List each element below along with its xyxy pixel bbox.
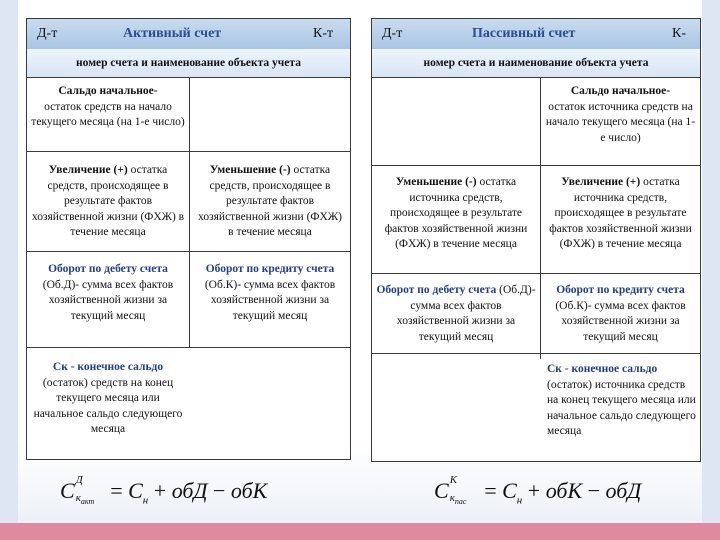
- formula-active-lhs: C: [60, 478, 75, 503]
- formula-active-eq: =: [110, 478, 123, 503]
- active-debit-turnover-cell: [27, 259, 189, 327]
- passive-closing-formula: [434, 474, 642, 507]
- active-closing-text: (остаток) средств на конец текущего месяца или начальное сальдо следующего месяца: [33, 376, 183, 435]
- passive-increase-head: Увеличение (+): [561, 176, 641, 188]
- active-opening-text: остаток средств на начало текущего месяца (на 1-е число): [31, 100, 185, 128]
- left-side-band: [0, 0, 18, 540]
- active-closing-head: Ск - конечное сальдо: [52, 361, 164, 373]
- active-debit-turnover-head: Оборот по дебету счета: [48, 263, 168, 275]
- formula-passive-term1: обК: [545, 478, 583, 503]
- passive-account-subheader: номер счета и наименование объекта учета: [372, 49, 700, 78]
- passive-closing-text: (остаток) источника средств на конец текущего месяца или начальное сальдо следующего месяца: [547, 378, 696, 437]
- passive-row-divider-1: [372, 165, 700, 166]
- passive-debit-label: Д-т: [382, 26, 403, 41]
- passive-decrease-text: остатка источника средств, происходящее в результате фактов хозяйственной жизни (ФХЖ) в течение месяца: [384, 176, 528, 250]
- passive-row-divider-3: [372, 353, 700, 354]
- active-increase-head: Увеличение (+): [48, 164, 128, 176]
- formula-passive-plus: +: [527, 478, 541, 503]
- active-increase-text: остатка средств, происходящее в результате фактов хозяйственной жизни (ФХЖ) в течение месяца: [31, 164, 185, 238]
- active-opening-balance: [27, 81, 189, 134]
- active-decrease-text: остатка средств, происходящее в результате фактов хозяйственной жизни (ФХЖ) в течение месяца: [198, 164, 342, 238]
- active-account-title: Активный счет: [123, 26, 222, 41]
- formula-passive-cn: C: [502, 478, 517, 503]
- passive-decrease-cell: [372, 172, 540, 256]
- active-debit-label: Д-т: [37, 26, 58, 41]
- passive-debit-turnover-head: Оборот по дебету счета: [376, 284, 497, 296]
- formula-active-subsub: акт: [80, 497, 95, 506]
- active-decrease-head: Уменьшение (-): [209, 164, 291, 176]
- passive-closing-head: Ск - конечное сальдо: [547, 363, 658, 375]
- right-side-band: [702, 0, 720, 540]
- passive-opening-head: Сальдо начальное-: [570, 85, 671, 97]
- passive-account-table: [371, 18, 701, 462]
- passive-account-header: [372, 19, 700, 50]
- formula-passive-term2: обД: [605, 478, 642, 503]
- active-credit-turnover-head: Оборот по кредиту счета: [205, 263, 335, 275]
- formula-active-sup: Д: [75, 474, 83, 486]
- active-credit-label: К-т: [313, 26, 334, 41]
- formula-active-cn-sub: н: [142, 494, 149, 507]
- passive-opening-balance: [541, 81, 700, 149]
- passive-credit-label: К-: [672, 26, 686, 41]
- passive-increase-text: остатка источника средств, происходящее в результате фактов хозяйственной жизни (ФХЖ) в течение месяца: [549, 176, 692, 250]
- formula-active-cn: C: [128, 478, 143, 503]
- passive-account-title: Пассивный счет: [472, 26, 576, 41]
- formula-active-term2: обК: [230, 478, 268, 503]
- formula-active-sub: к: [75, 492, 81, 504]
- active-account-subheader: номер счета и наименование объекта учета: [27, 49, 350, 78]
- passive-row-divider-2: [372, 273, 700, 274]
- active-opening-head: Сальдо начальное-: [58, 85, 158, 97]
- active-row-divider-2: [27, 251, 350, 252]
- active-row-divider-3: [27, 347, 350, 348]
- active-row-divider-1: [27, 151, 350, 152]
- passive-credit-turnover-cell: [541, 280, 700, 348]
- active-account-header: [27, 19, 350, 50]
- formula-passive-cn-sub: н: [516, 494, 523, 507]
- active-debit-turnover-text: (Об.Д)- сумма всех фактов хозяйственной жизни за текущий месяц: [42, 278, 174, 322]
- active-closing-formula: [60, 474, 268, 507]
- formula-active-term1: обД: [171, 478, 208, 503]
- formula-active-minus: −: [212, 478, 226, 503]
- active-decrease-cell: [190, 160, 350, 244]
- passive-decrease-head: Уменьшение (-): [395, 176, 477, 188]
- passive-increase-cell: [541, 172, 700, 256]
- active-credit-turnover-cell: [190, 259, 350, 327]
- formula-passive-subsub: пас: [454, 497, 467, 506]
- formula-passive-sub: к: [449, 492, 455, 504]
- active-credit-turnover-text: (Об.К)- сумма всех фактов хозяйственной жизни за текущий месяц: [204, 278, 336, 322]
- formula-passive-eq: =: [484, 478, 497, 503]
- passive-debit-turnover-cell: [372, 280, 540, 348]
- formula-passive-sup: К: [449, 474, 457, 486]
- passive-closing-balance: [541, 359, 700, 443]
- passive-credit-turnover-head: Оборот по кредиту счета: [556, 284, 685, 296]
- formula-passive-minus: −: [587, 478, 600, 503]
- passive-credit-turnover-text: (Об.К)- сумма всех фактов хозяйственной жизни за текущий месяц: [555, 299, 686, 343]
- formula-passive-lhs: C: [434, 478, 449, 503]
- passive-debit-turnover-text: (Об.Д)- сумма всех фактов хозяйственной жизни за текущий месяц: [396, 284, 536, 343]
- active-closing-balance: [27, 357, 189, 441]
- bottom-accent-bar: [0, 523, 720, 540]
- formula-active-plus: +: [153, 478, 167, 503]
- passive-opening-text: остаток источника средств на начало текущего месяца (на 1-е число): [545, 100, 696, 144]
- active-account-table: [26, 18, 351, 460]
- active-increase-cell: [27, 160, 189, 244]
